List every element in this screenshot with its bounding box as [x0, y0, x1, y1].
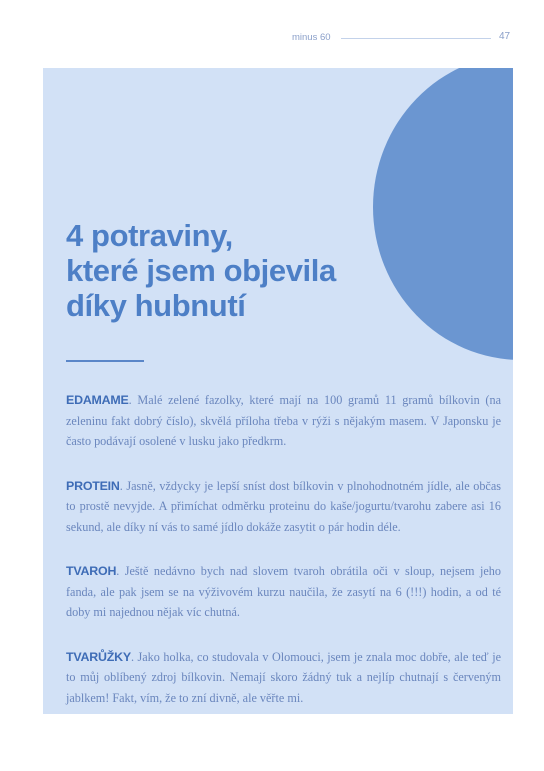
entry-term: EDAMAME	[66, 393, 129, 407]
running-title: minus 60	[292, 32, 331, 43]
header-rule	[341, 38, 491, 39]
title-divider	[66, 360, 144, 362]
food-entry-protein	[66, 476, 501, 538]
title-line: které jsem objevila	[66, 253, 336, 288]
food-entry-tvaruzky	[66, 647, 501, 709]
entry-text: . Jasně, vždycky je lepší sníst dost bílkovin v plnohodnotném jídle, ale občas to prostě nevyjde. A přimíchat odměrku proteinu do kaše/jogurtu/tvarohu zabere asi 16 sekund, ale díky ní vás to samé jídlo dokáže zasytit o pár hodin déle.	[66, 478, 501, 534]
decorative-circle	[373, 68, 513, 360]
page-number: 47	[499, 31, 511, 42]
food-list	[66, 390, 501, 714]
article-panel	[43, 68, 513, 714]
entry-term: PROTEIN	[66, 478, 120, 493]
entry-text: . Jako holka, co studovala v Olomouci, jsem je znala moc dobře, ale teď je to můj oblíbený zdroj bílkovin. Nemají skoro žádný tuk a nejlíp chutnají s červeným jablkem! Fakt, vím, že to zní divně, ale věřte mi.	[66, 649, 501, 705]
page-header	[0, 28, 544, 48]
title-line: díky hubnutí	[66, 288, 246, 323]
food-entry-tvaroh	[66, 561, 501, 623]
entry-term: TVAROH	[66, 564, 117, 578]
entry-term: TVARŮŽKY	[66, 649, 131, 664]
entry-text: . Malé zelené fazolky, které mají na 100 gramů 11 gramů bílkovin (na zeleninu fakt dobrý číslo), skvělá příloha třeba v rýži s nějakým masem. V Japonsku je často podávají osolené v lusku jako předkrm.	[66, 393, 501, 448]
food-entry-edamame	[66, 390, 501, 452]
article-title	[66, 218, 336, 323]
entry-text: . Ještě nedávno bych nad slovem tvaroh obrátila oči v sloup, nejsem jeho fanda, ale pak jsem se na výživovém kurzu naučila, že zasytí na 6 (!!!) hodin, a od té doby mi najednou nějak víc chutná.	[66, 564, 501, 619]
title-line: 4 potraviny,	[66, 218, 233, 253]
